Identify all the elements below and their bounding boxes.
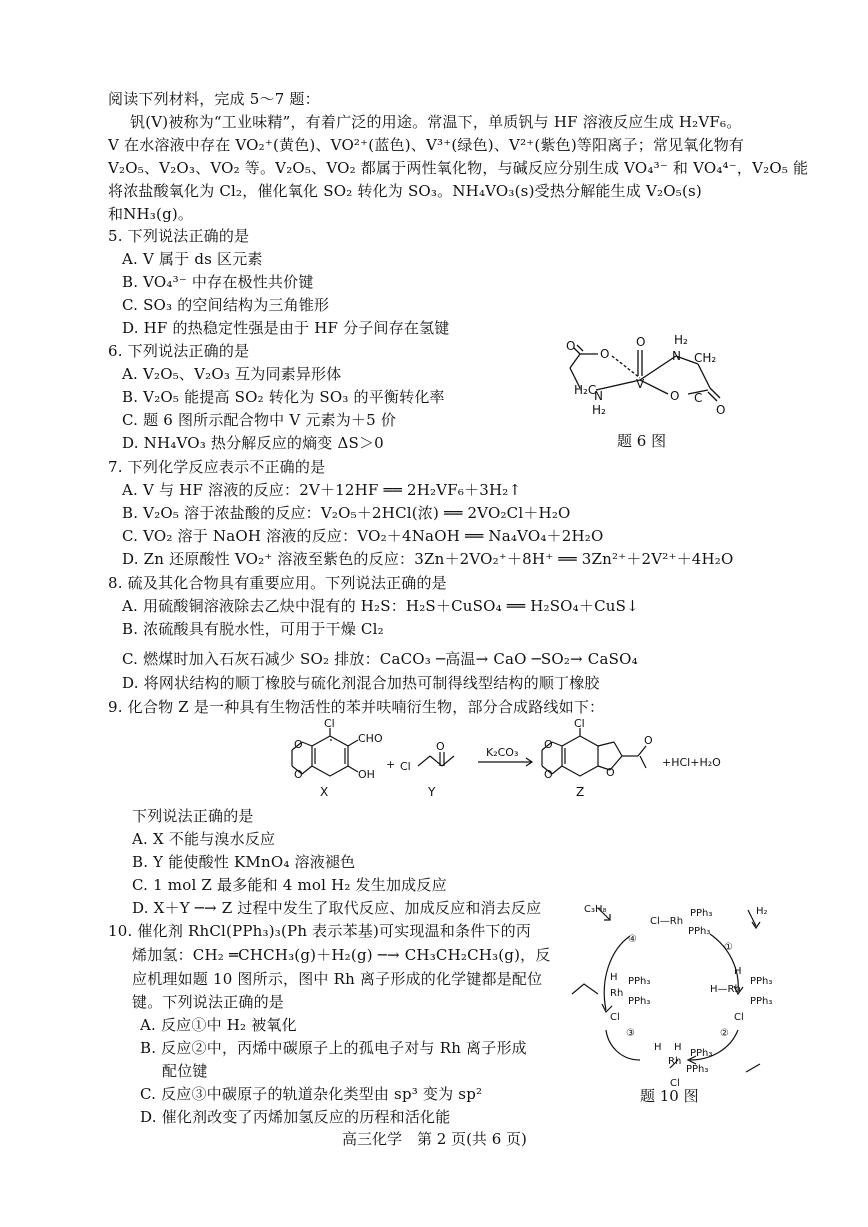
atom-label: PPh₃ xyxy=(686,1064,709,1075)
step-number: ③ xyxy=(626,1028,635,1039)
q10-option-c: C. 反应③中碳原子的轨道杂化类型由 sp³ 变为 sp² xyxy=(140,1085,483,1103)
atom-label: PPh₃ xyxy=(688,926,711,937)
q7-stem: 7. 下列化学反应表示不正确的是 xyxy=(108,458,326,476)
plus-sign: + xyxy=(386,758,396,771)
q10-stem-line: 烯加氢：CH₂ ═CHCH₃(g)＋H₂(g) ─→ CH₃CH₂CH₃(g)，反 xyxy=(132,946,551,964)
q5-option-c: C. SO₃ 的空间结构为三角锥形 xyxy=(122,296,330,314)
atom-label: CH₂ xyxy=(694,351,717,365)
atom-label: CHO xyxy=(358,732,383,745)
intro-line: 和NH₃(g)。 xyxy=(108,205,194,223)
atom-label: N xyxy=(594,389,603,403)
q8-stem: 8. 硫及其化合物具有重要应用。下列说法正确的是 xyxy=(108,574,447,592)
q8-option-c: C. 燃煤时加入石灰石减少 SO₂ 排放：CaCO₃ ─高温→ CaO ─SO₂→ CaSO₄ xyxy=(122,650,638,668)
q10-option-b-cont: 配位键 xyxy=(162,1062,208,1080)
figure-10-catalytic-cycle xyxy=(570,900,780,1090)
q10-stem-line: 键。下列说法正确的是 xyxy=(132,993,285,1011)
label-x: X xyxy=(320,785,329,799)
atom-label: O xyxy=(566,339,576,353)
atom-label: C xyxy=(694,391,703,405)
atom-label: O xyxy=(294,768,303,781)
q7-option-c: C. VO₂ 溶于 NaOH 溶液的反应：VO₂＋4NaOH ══ Na₄VO₄＋2H₂O xyxy=(122,527,604,545)
q6-option-a: A. V₂O₅、V₂O₃ 互为同素异形体 xyxy=(122,365,342,383)
atom-label: H₂ xyxy=(674,333,688,347)
atom-label: C₃H₈ xyxy=(584,904,607,915)
q8-option-b: B. 浓硫酸具有脱水性，可用于干燥 Cl₂ xyxy=(122,620,384,638)
atom-label: H—Rh xyxy=(710,984,741,995)
q5-option-d: D. HF 的热稳定性强是由于 HF 分子间存在氢键 xyxy=(122,319,450,337)
intro-line: V 在水溶液中存在 VO₂⁺(黄色)、VO²⁺(蓝色)、V³⁺(绿色)、V²⁺(紫色)等阳离子；常见氧化物有 xyxy=(108,136,745,154)
atom-label: OH xyxy=(358,768,375,781)
atom-label: H xyxy=(654,1042,662,1053)
atom-label: PPh₃ xyxy=(690,1048,713,1059)
atom-label: PPh₃ xyxy=(750,976,773,987)
intro-line: V₂O₅、V₂O₃、VO₂ 等。V₂O₅、VO₂ 都属于两性氧化物，与碱反应分别生成 VO₄³⁻ 和 VO₄⁴⁻，V₂O₅ 能 xyxy=(108,159,809,177)
figure-10-caption: 题 10 图 xyxy=(640,1087,699,1105)
atom-label: Cl xyxy=(574,718,585,730)
q10-option-a: A. 反应①中 H₂ 被氧化 xyxy=(140,1016,297,1034)
atom-label: H₂ xyxy=(592,403,606,417)
atom-label: H₂C xyxy=(574,383,597,397)
atom-label: H₂ xyxy=(756,906,768,917)
atom-label: O xyxy=(544,738,553,751)
q9-sub-stem: 下列说法正确的是 xyxy=(132,807,254,825)
q9-reagent: K₂CO₃ xyxy=(486,746,519,759)
q10-option-b: B. 反应②中，丙烯中碳原子上的孤电子对与 Rh 离子形成 xyxy=(140,1039,527,1057)
figure-6-complex-structure xyxy=(560,328,730,428)
q9-option-d: D. X＋Y ─→ Z 过程中发生了取代反应、加成反应和消去反应 xyxy=(132,899,542,917)
atom-label: PPh₃ xyxy=(750,996,773,1007)
atom-label: N xyxy=(672,349,681,363)
q5-option-a: A. V 属于 ds 区元素 xyxy=(122,250,263,268)
atom-label: O xyxy=(606,766,615,779)
q9-synthesis-scheme xyxy=(270,718,770,800)
atom-label: O xyxy=(294,738,303,751)
q9-option-c: C. 1 mol Z 最多能和 4 mol H₂ 发生加成反应 xyxy=(132,876,447,894)
atom-label: Cl xyxy=(734,1012,744,1023)
atom-label: Cl xyxy=(400,760,411,773)
atom-label: H xyxy=(674,1042,682,1053)
q7-option-b: B. V₂O₅ 溶于浓盐酸的反应：V₂O₅＋2HCl(浓) ══ 2VO₂Cl＋H₂O xyxy=(122,504,571,522)
atom-label: O xyxy=(544,768,553,781)
label-y: Y xyxy=(428,785,436,799)
intro-line: 将浓盐酸氧化为 Cl₂，催化氧化 SO₂ 转化为 SO₃。NH₄VO₃(s)受热分解能生成 V₂O₅(s) xyxy=(108,182,702,200)
atom-label: O xyxy=(716,403,726,417)
q8-option-d: D. 将网状结构的顺丁橡胶与硫化剂混合加热可制得线型结构的顺丁橡胶 xyxy=(122,674,600,692)
atom-label: PPh₃ xyxy=(628,976,651,987)
atom-label: PPh₃ xyxy=(628,996,651,1007)
q6-option-d: D. NH₄VO₃ 热分解反应的熵变 ΔS＞0 xyxy=(122,434,384,452)
figure-6-caption: 题 6 图 xyxy=(617,432,667,450)
q10-stem-line: 10. 催化剂 RhCl(PPh₃)₃(Ph 表示苯基)可实现温和条件下的丙 xyxy=(108,922,532,940)
intro-line: 钒(V)被称为“工业味精”，有着广泛的用途。常温下，单质钒与 HF 溶液反应生成 H₂VF₆。 xyxy=(130,113,742,131)
q6-option-b: B. V₂O₅ 能提高 SO₂ 转化为 SO₃ 的平衡转化率 xyxy=(122,388,445,406)
q7-option-d: D. Zn 还原酸性 VO₂⁺ 溶液至紫色的反应：3Zn＋2VO₂⁺＋8H⁺ ══ 3Zn²⁺＋2V²⁺＋4H₂O xyxy=(122,550,734,568)
atom-label: O xyxy=(436,740,445,753)
q6-option-c: C. 题 6 图所示配合物中 V 元素为＋5 价 xyxy=(122,411,397,429)
q10-option-d: D. 催化剂改变了丙烯加氢反应的历程和活化能 xyxy=(140,1108,451,1126)
atom-label: H xyxy=(610,972,618,983)
step-number: ④ xyxy=(628,934,637,945)
atom-label: Rh xyxy=(610,988,624,999)
q9-byproducts: +HCl+H₂O xyxy=(662,756,721,769)
q8-option-a: A. 用硫酸铜溶液除去乙炔中混有的 H₂S：H₂S＋CuSO₄ ══ H₂SO₄＋CuS↓ xyxy=(122,597,639,615)
atom-label: PPh₃ xyxy=(690,908,713,919)
step-number: ① xyxy=(724,942,733,953)
atom-label: O xyxy=(600,347,610,361)
q5-stem: 5. 下列说法正确的是 xyxy=(108,227,250,245)
q7-option-a: A. V 与 HF 溶液的反应：2V＋12HF ══ 2H₂VF₆＋3H₂↑ xyxy=(122,481,522,499)
atom-label: O xyxy=(670,389,680,403)
q9-option-b: B. Y 能使酸性 KMnO₄ 溶液褪色 xyxy=(132,853,356,871)
q9-stem: 9. 化合物 Z 是一种具有生物活性的苯并呋喃衍生物，部分合成路线如下： xyxy=(108,698,605,716)
atom-label: H xyxy=(734,966,742,977)
atom-label: O xyxy=(636,335,646,349)
atom-label: Rh xyxy=(668,1056,682,1067)
atom-label: O xyxy=(644,734,653,747)
atom-label: Cl—Rh xyxy=(650,916,684,927)
atom-label: Cl xyxy=(324,718,335,730)
label-z: Z xyxy=(576,785,585,799)
step-number: ② xyxy=(720,1028,729,1039)
q10-stem-line: 应机理如题 10 图所示，图中 Rh 离子形成的化学键都是配位 xyxy=(132,970,543,988)
page-footer: 高三化学 第 2 页(共 6 页) xyxy=(342,1130,527,1148)
q6-stem: 6. 下列说法正确的是 xyxy=(108,342,250,360)
atom-label: V xyxy=(636,377,645,391)
atom-label: Cl xyxy=(610,1012,620,1023)
intro-lead: 阅读下列材料，完成 5～7 题： xyxy=(108,90,320,108)
atom-label: Cl xyxy=(670,1078,680,1089)
q5-option-b: B. VO₄³⁻ 中存在极性共价键 xyxy=(122,273,314,291)
q9-option-a: A. X 不能与溴水反应 xyxy=(132,830,276,848)
